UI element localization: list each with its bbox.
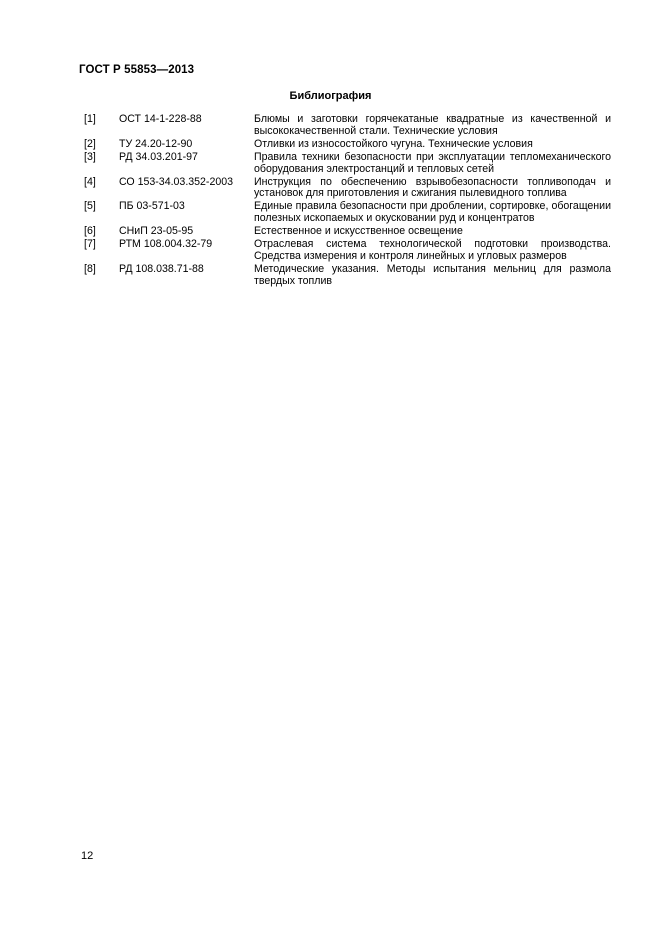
entry-code: СНиП 23-05-95 xyxy=(119,225,194,238)
bibliography-entry xyxy=(81,239,611,264)
entry-code: ОСТ 14-1-228-88 xyxy=(119,113,202,125)
entry-code: РД 34.03.201-97 xyxy=(119,150,198,163)
bibliography-entry xyxy=(81,201,611,226)
entry-number: [6] xyxy=(84,225,96,238)
entry-title: Отраслевая система технологической подготовки производства. Средства измерения и контроля линейных и угловых размеров xyxy=(254,238,611,262)
entry-number: [5] xyxy=(84,200,96,213)
entry-code: СО 153-34.03.352-2003 xyxy=(119,175,234,188)
bibliography-entry xyxy=(81,264,611,289)
bibliography-entry xyxy=(81,177,611,202)
bibliography-entry xyxy=(81,152,611,177)
bibliography-table xyxy=(81,114,611,289)
entry-number: [8] xyxy=(84,262,96,275)
entry-title: Отливки из износостойкого чугуна. Технические условия xyxy=(254,137,533,150)
entry-number: [1] xyxy=(84,113,96,125)
entry-title: Правила техники безопасности при эксплуатации тепломеханического оборудования электростанций и тепловых сетей xyxy=(254,150,611,175)
entry-code: РД 108.038.71-88 xyxy=(119,262,204,275)
entry-title: Единые правила безопасности при дроблении, сортировке, обогащении полезных ископаемых и окусковании руд и концентратов xyxy=(254,200,611,225)
entry-title: Естественное и искусственное освещение xyxy=(254,225,463,238)
entry-code: ТУ 24.20-12-90 xyxy=(119,137,193,150)
bibliography-entry xyxy=(81,139,611,152)
bibliography-entry xyxy=(81,114,611,139)
entry-title: Блюмы и заготовки горячекатаные квадратные из качественной и высококачественной стали. Технические условия xyxy=(254,113,611,137)
document-header: ГОСТ Р 55853—2013 xyxy=(79,64,195,76)
entry-number: [3] xyxy=(84,150,96,163)
entry-title: Методические указания. Методы испытания мельниц для размола твердых топлив xyxy=(254,262,611,287)
page-number: 12 xyxy=(81,850,94,862)
entry-code: РТМ 108.004.32-79 xyxy=(119,238,213,251)
entry-title: Инструкция по обеспечению взрывобезопасности топливоподач и установок для приготовления и сжигания пылевидного топлива xyxy=(254,175,611,200)
section-title: Библиография xyxy=(289,90,372,102)
entry-number: [7] xyxy=(84,238,96,251)
entry-number: [2] xyxy=(84,137,96,150)
entry-number: [4] xyxy=(84,175,96,188)
entry-code: ПБ 03-571-03 xyxy=(119,200,185,213)
